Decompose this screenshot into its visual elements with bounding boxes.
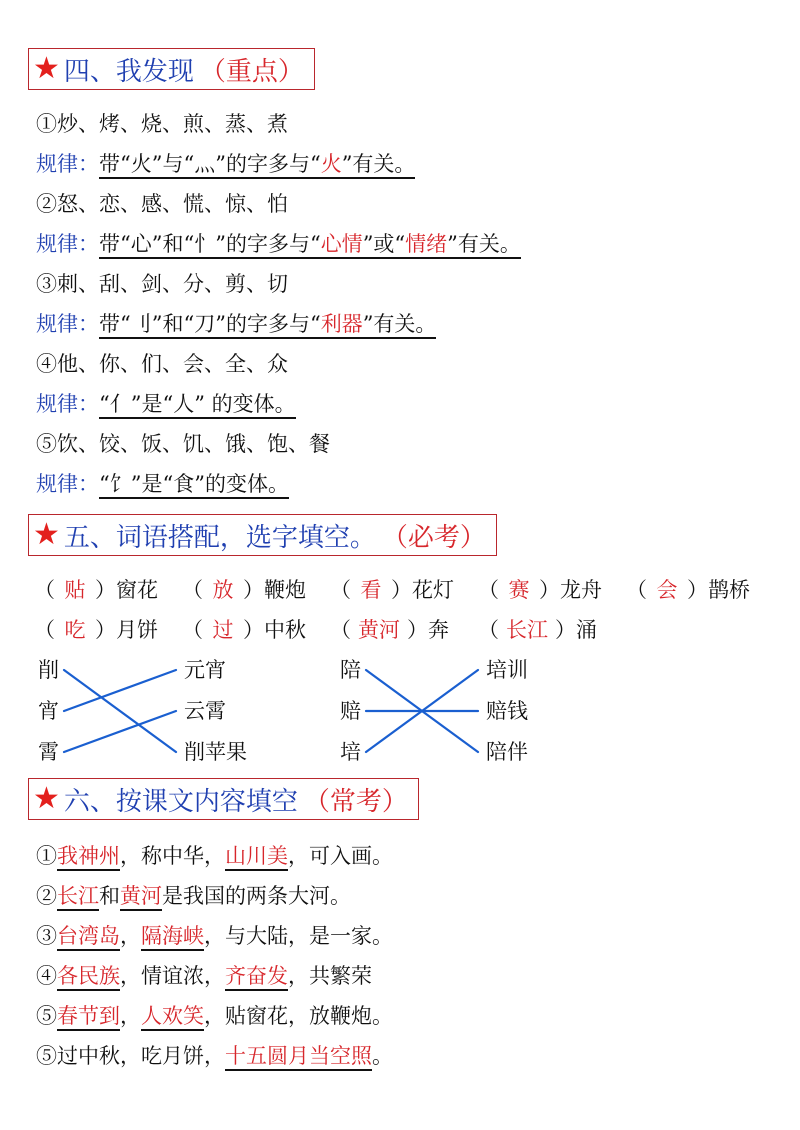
s4-words-4: ④他、你、们、会、全、众 (36, 352, 288, 376)
rule-text: 带“火”与“灬”的字多与“火”有关。 (99, 152, 415, 179)
link-pei-peixun (366, 670, 478, 752)
star-icon: ★ (33, 51, 60, 86)
s4-rule-2 (36, 230, 521, 258)
fill-row-2 (34, 616, 597, 644)
rule-text: “亻”是“人” 的变体。 (99, 392, 296, 419)
rule-text: “饣”是“食”的变体。 (99, 472, 289, 499)
s6-line-6: ⑤过中秋，吃月饼，十五圆月当空照。 (36, 1042, 393, 1070)
fill-item: （ 放 ）鞭炮 (182, 578, 306, 602)
match2-right-2: 赔钱 (486, 699, 528, 723)
link-pei-peiban (366, 670, 478, 752)
s6-line-3: ③台湾岛，隔海峡，与大陆，是一家。 (36, 922, 393, 950)
s4-rule-4 (36, 390, 296, 418)
rule-label: 规律： (36, 312, 99, 336)
section-4-heading (28, 48, 315, 90)
s4-rule-3 (36, 310, 436, 338)
fill-item: （ 黄河 ）奔 (330, 618, 449, 642)
s4-words-3: ③刺、刮、剑、分、剪、切 (36, 272, 288, 296)
rule-label: 规律： (36, 472, 99, 496)
match1-right-1: 元宵 (184, 658, 226, 682)
match2-left-1: 陪 (340, 658, 361, 682)
section-5-tag: （必考） (381, 522, 486, 553)
match2-right-1: 培训 (486, 658, 528, 682)
s4-rule-5 (36, 470, 289, 498)
s4-words-1: ①炒、烤、烧、煎、蒸、煮 (36, 112, 288, 136)
star-icon: ★ (33, 517, 60, 552)
match1-left-3: 霄 (38, 740, 59, 764)
rule-label: 规律： (36, 392, 99, 416)
match2-right-3: 陪伴 (486, 740, 528, 764)
match2-left-2: 赔 (340, 699, 361, 723)
match1-left-1: 削 (38, 658, 59, 682)
section-5-title: 五、词语搭配，选字填空。 (63, 522, 376, 553)
fill-row-1 (34, 576, 750, 604)
fill-item: （ 看 ）花灯 (330, 578, 454, 602)
s6-line-5: ⑤春节到，人欢笑，贴窗花，放鞭炮。 (36, 1002, 393, 1030)
rule-label: 规律： (36, 232, 99, 256)
section-5-heading (28, 514, 497, 556)
match2-left-3: 培 (340, 740, 361, 764)
fill-item: （ 吃 ）月饼 (34, 618, 158, 642)
fill-item: （ 会 ）鹊桥 (626, 578, 750, 602)
fill-item: （ 过 ）中秋 (182, 618, 306, 642)
link-xiao-yuanxiao (64, 670, 176, 711)
s4-words-5: ⑤饮、饺、饭、饥、饿、饱、餐 (36, 432, 330, 456)
star-icon: ★ (33, 781, 60, 816)
section-6-tag: （常考） (303, 786, 408, 817)
match1-right-2: 云霄 (184, 699, 226, 723)
match1-right-3: 削苹果 (184, 740, 247, 764)
section-4-title: 四、我发现 (63, 56, 194, 87)
s4-words-2: ②怒、恋、感、慌、惊、怕 (36, 192, 288, 216)
section-4-tag: （重点） (199, 56, 304, 87)
fill-item: （ 贴 ）窗花 (34, 578, 158, 602)
rule-text: 带“刂”和“刀”的字多与“利器”有关。 (99, 312, 436, 339)
link-xiao-yunxiao (64, 711, 176, 752)
fill-item: （ 赛 ）龙舟 (478, 578, 602, 602)
match1-left-2: 宵 (38, 699, 59, 723)
fill-item: （ 长江 ）涌 (478, 618, 597, 642)
s4-rule-1 (36, 150, 415, 178)
s6-line-2: ②长江和黄河是我国的两条大河。 (36, 882, 351, 910)
s6-line-1: ①我神州，称中华，山川美，可入画。 (36, 842, 393, 870)
section-6-title: 六、按课文内容填空 (63, 786, 298, 817)
s6-line-4: ④各民族，情谊浓，齐奋发，共繁荣 (36, 962, 372, 990)
rule-text: 带“心”和“忄”的字多与“心情”或“情绪”有关。 (99, 232, 521, 259)
section-6-heading (28, 778, 419, 820)
link-xue-xuepingguo (64, 670, 176, 752)
rule-label: 规律： (36, 152, 99, 176)
